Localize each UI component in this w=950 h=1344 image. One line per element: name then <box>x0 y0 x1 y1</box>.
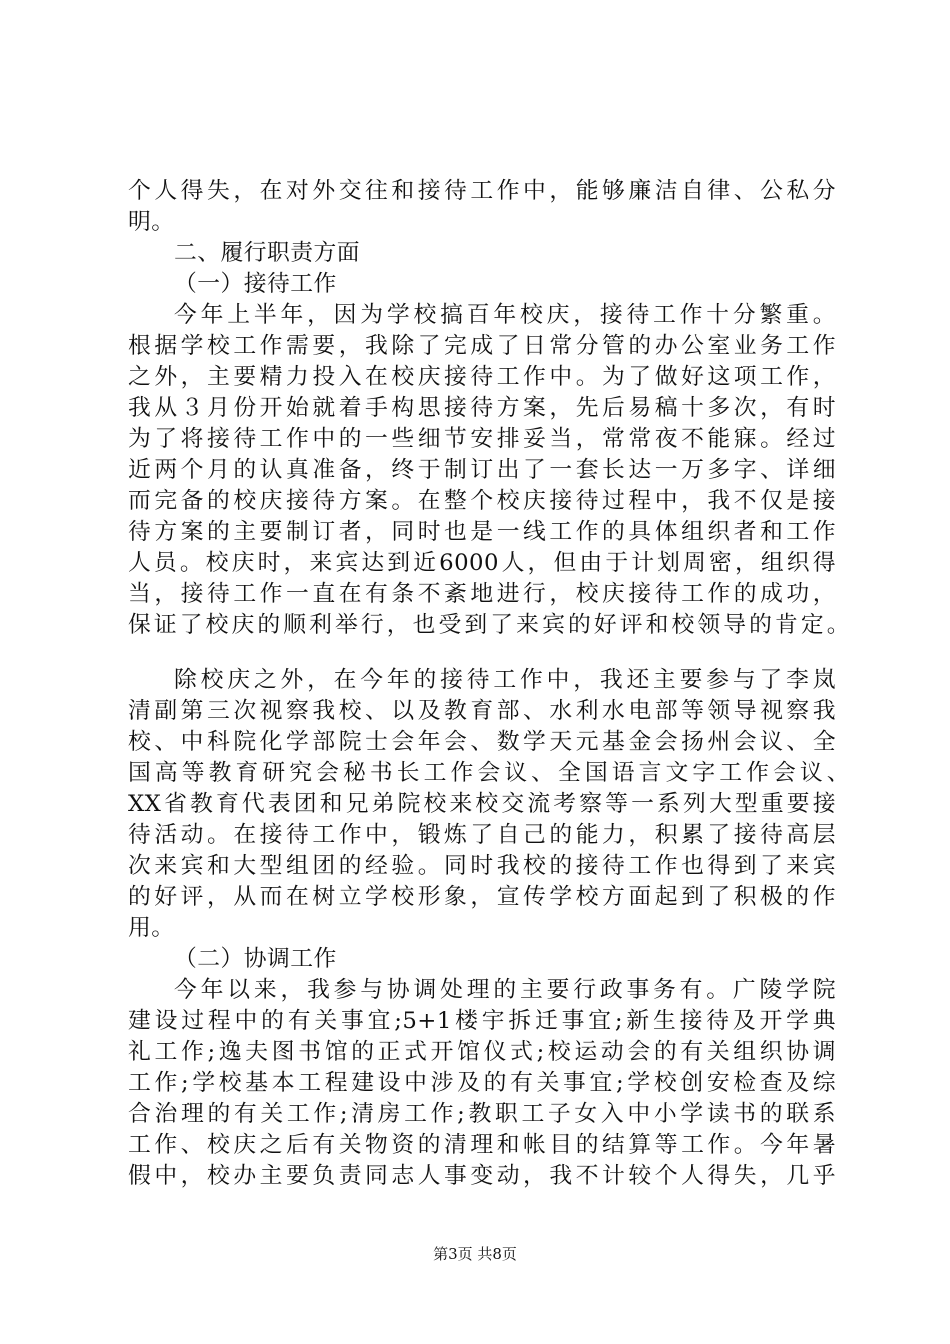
paragraph-line: 建设过程中的有关事宜;5+1楼宇拆迁事宜;新生接待及开学典 <box>128 1008 836 1034</box>
section-heading: 二、履行职责方面 <box>174 240 361 266</box>
paragraph-line: 为了将接待工作中的一些细节安排妥当，常常夜不能寐。经过 <box>128 426 836 452</box>
paragraph-line: 待活动。在接待工作中，锻炼了自己的能力，积累了接待高层 <box>128 822 836 848</box>
paragraph-line: 清副第三次视察我校、以及教育部、水利水电部等领导视察我 <box>128 698 836 724</box>
paragraph-line: 个人得失，在对外交往和接待工作中，能够廉洁自律、公私分 <box>128 178 836 204</box>
paragraph-line: 根据学校工作需要，我除了完成了日常分管的办公室业务工作 <box>128 333 836 359</box>
paragraph-line: 国高等教育研究会秘书长工作会议、全国语言文字工作会议、 <box>128 760 850 786</box>
paragraph-line: 工作、校庆之后有关物资的清理和帐目的结算等工作。今年暑 <box>128 1132 836 1158</box>
paragraph-line: 之外，主要精力投入在校庆接待工作中。为了做好这项工作， <box>128 364 836 390</box>
paragraph-line: 保证了校庆的顺利举行，也受到了来宾的好评和校领导的肯定。 <box>128 612 850 638</box>
paragraph-line: 当，接待工作一直在有条不紊地进行，校庆接待工作的成功， <box>128 581 836 607</box>
paragraph-line: 假中，校办主要负责同志人事变动，我不计较个人得失，几乎 <box>128 1163 836 1189</box>
subsection-heading: （二）协调工作 <box>174 946 337 972</box>
subsection-heading: （一）接待工作 <box>174 271 337 297</box>
paragraph-line: 我从３月份开始就着手构思接待方案，先后易稿十多次，有时 <box>128 395 836 421</box>
paragraph-line: 今年上半年，因为学校搞百年校庆，接待工作十分繁重。 <box>174 302 836 328</box>
paragraph-line: 礼工作;逸夫图书馆的正式开馆仪式;校运动会的有关组织协调 <box>128 1039 836 1065</box>
paragraph-line: 而完备的校庆接待方案。在整个校庆接待过程中，我不仅是接 <box>128 488 836 514</box>
paragraph-line: 工作;学校基本工程建设中涉及的有关事宜;学校创安检查及综 <box>128 1070 836 1096</box>
paragraph-line: 次来宾和大型组团的经验。同时我校的接待工作也得到了来宾 <box>128 853 836 879</box>
paragraph-line: 待方案的主要制订者，同时也是一线工作的具体组织者和工作 <box>128 519 836 545</box>
paragraph-line: 合治理的有关工作;清房工作;教职工子女入中小学读书的联系 <box>128 1101 836 1127</box>
paragraph-line: 近两个月的认真准备，终于制订出了一套长达一万多字、详细 <box>128 457 836 483</box>
paragraph-line: 人员。校庆时，来宾达到近6000人，但由于计划周密，组织得 <box>128 550 836 576</box>
paragraph-line: XX省教育代表团和兄弟院校来校交流考察等一系列大型重要接 <box>128 791 836 817</box>
paragraph-line: 今年以来，我参与协调处理的主要行政事务有。广陵学院 <box>174 977 836 1003</box>
page-number-footer: 第3页 共8页 <box>433 1245 517 1263</box>
paragraph-line: 用。 <box>128 915 175 941</box>
paragraph-line: 校、中科院化学部院士会年会、数学天元基金会扬州会议、全 <box>128 729 836 755</box>
paragraph-line: 明。 <box>128 209 175 235</box>
paragraph-line: 除校庆之外，在今年的接待工作中，我还主要参与了李岚 <box>174 667 836 693</box>
paragraph-line: 的好评，从而在树立学校形象，宣传学校方面起到了积极的作 <box>128 884 836 910</box>
